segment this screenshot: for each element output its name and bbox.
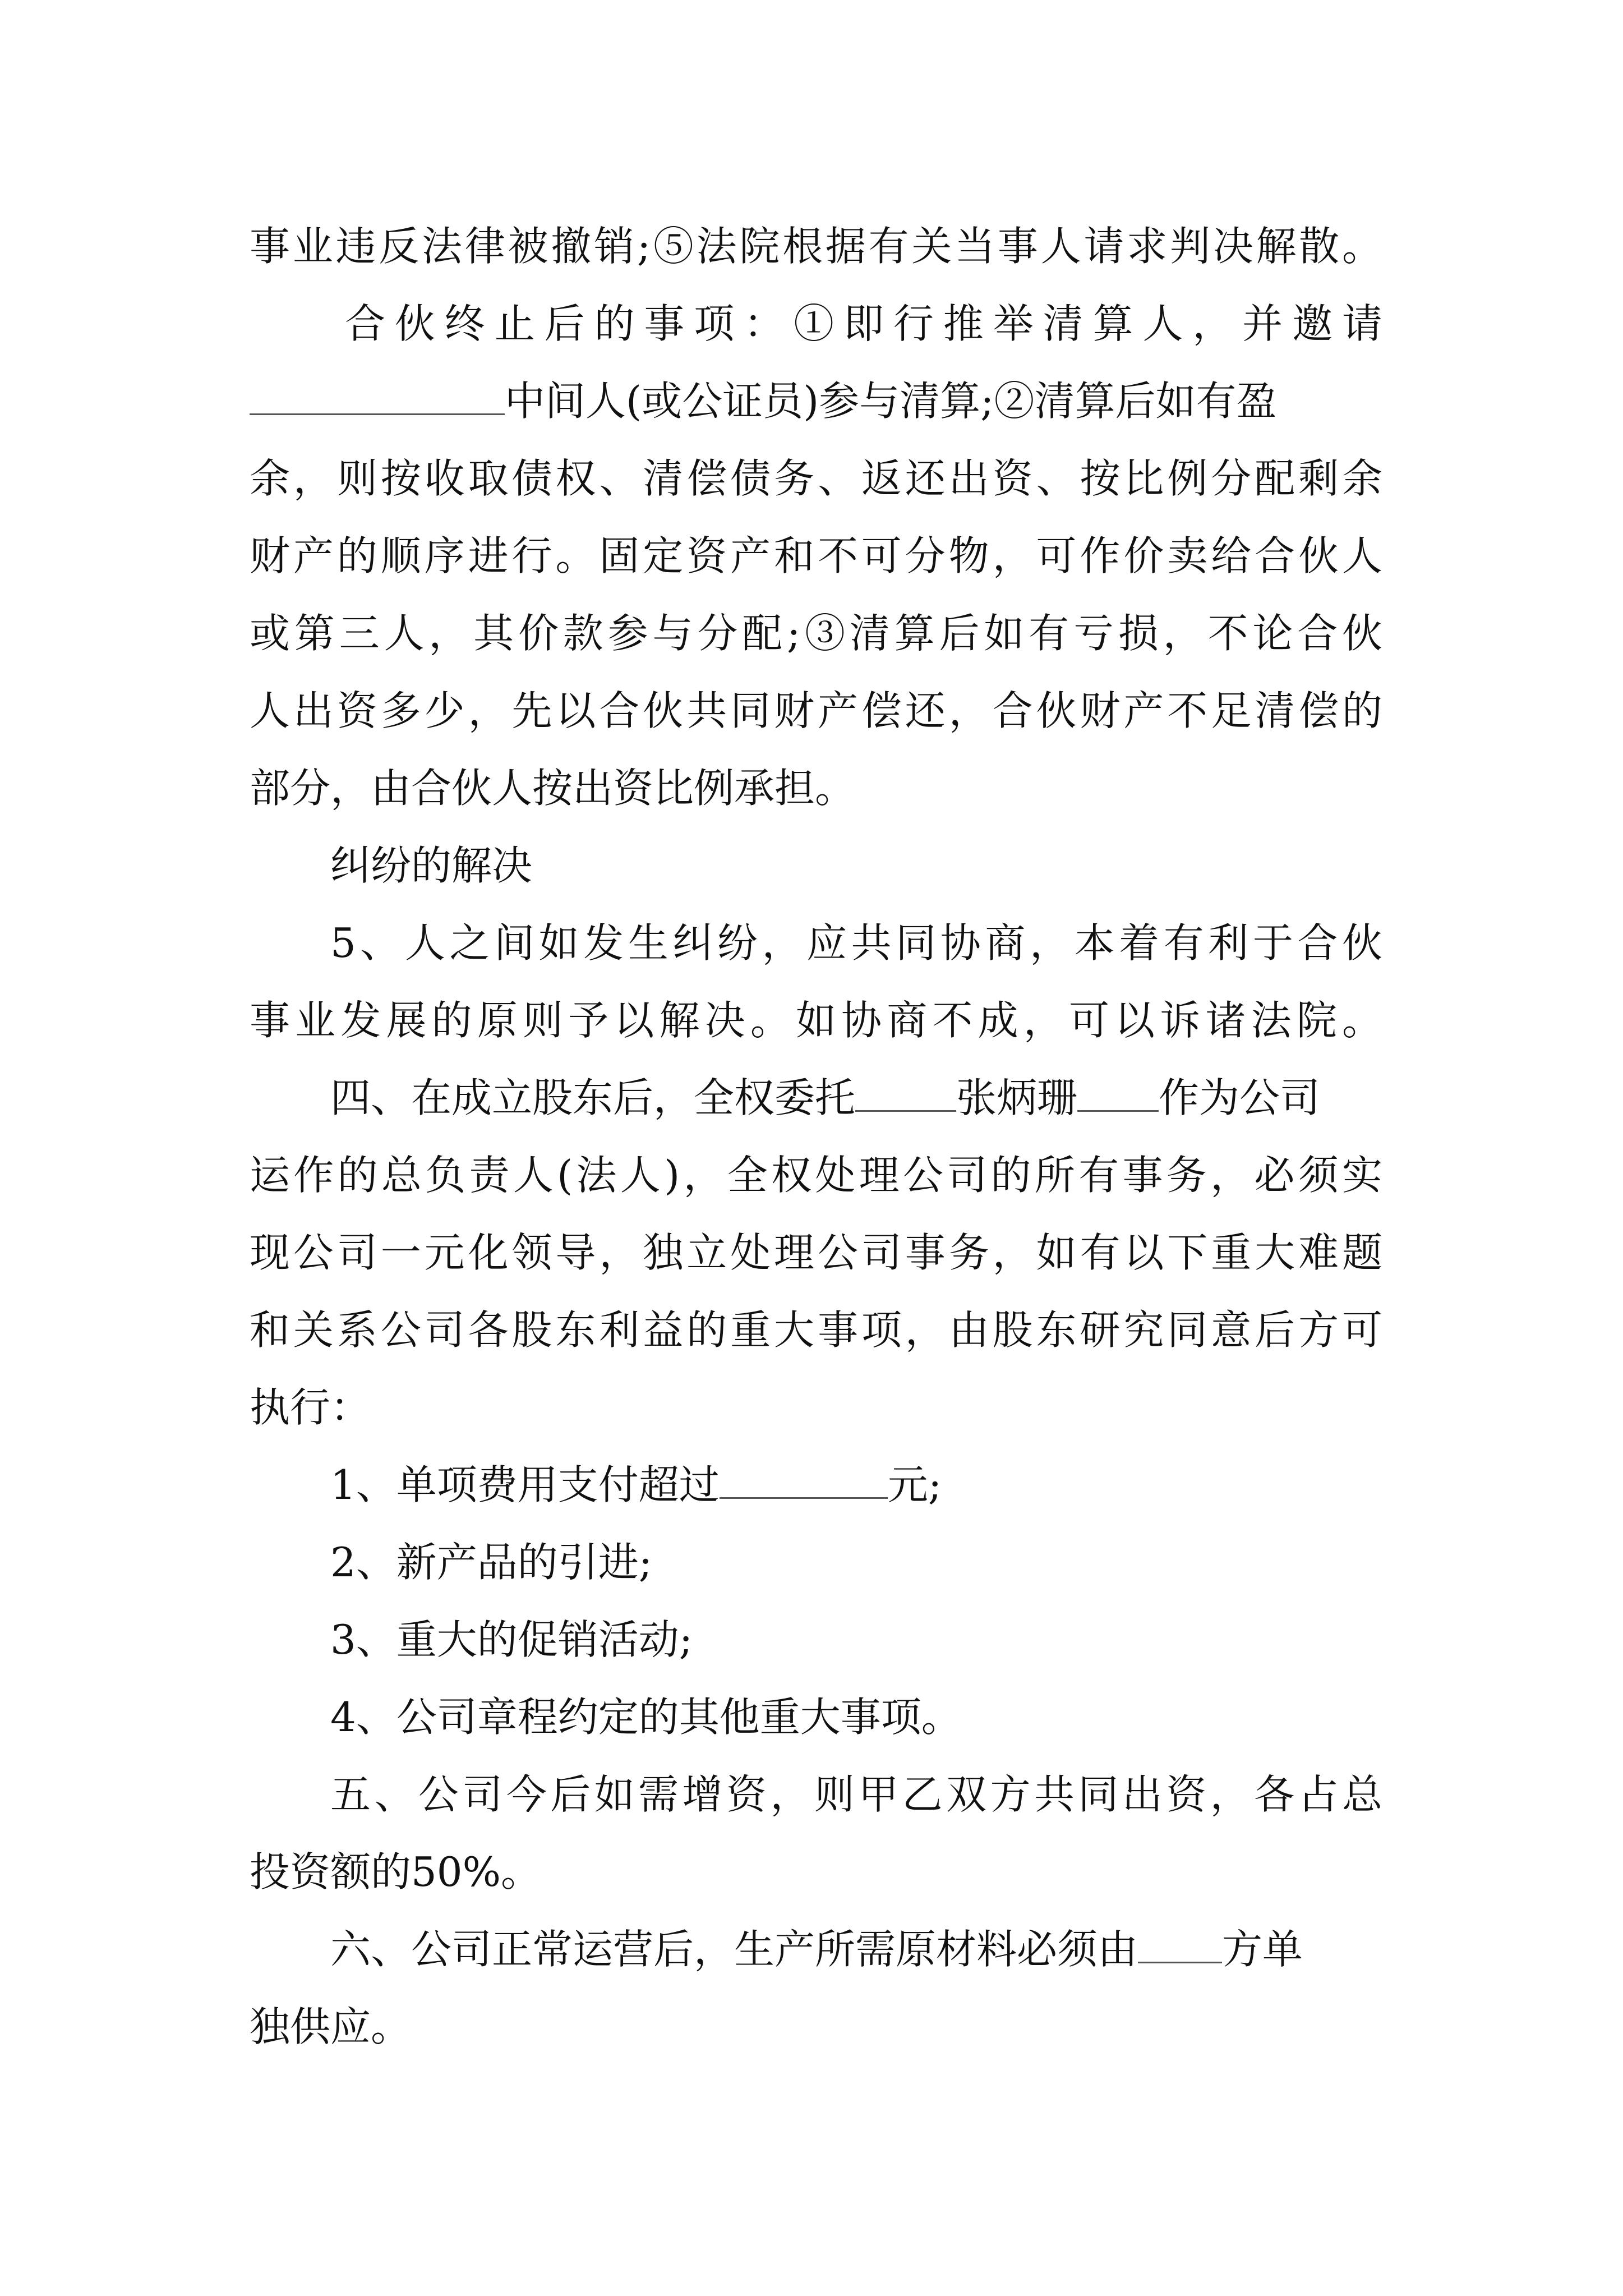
paragraph-line [250,672,1382,749]
paragraph-line [250,285,1382,362]
text: 部分，由合伙人按出资比例承担。 [250,765,856,812]
paragraph-line [250,517,1382,595]
text: 纠纷的解决 [330,842,533,889]
text: 执行： [250,1384,371,1431]
fill-in-blank [1138,1925,1222,1963]
paragraph-line [250,1059,1382,1137]
text: 合伙终止后的事项：①即行推举清算人，并邀请 [345,300,1382,347]
text: 投资额的50%。 [250,1848,542,1895]
paragraph-line [250,595,1382,672]
text: 财产的顺序进行。固定资产和不可分物，可作价卖给合伙人 [250,532,1382,579]
text: 人出资多少，先以合伙共同财产偿还，合伙财产不足清偿的 [250,687,1382,734]
text: 五、公司今后如需增资，则甲乙双方共同出资，各占总 [330,1771,1382,1818]
fill-in-blank [855,1074,956,1112]
text: 或第三人，其价款参与分配;③清算后如有亏损，不论合伙 [250,610,1382,657]
section-heading [250,827,1382,904]
paragraph-line [250,1911,1382,1988]
fill-in-blank [250,377,505,415]
list-item [250,1601,1382,1678]
paragraph-line [250,1369,1382,1446]
paragraph-line [250,904,1382,982]
text: 3、重大的促销活动; [330,1616,693,1663]
text: 元; [887,1461,942,1508]
paragraph-line [250,208,1382,285]
text: 运作的总负责人(法人)，全权处理公司的所有事务，必须实 [250,1152,1382,1199]
paragraph-line [250,1214,1382,1291]
paragraph-line [250,749,1382,827]
paragraph-line [250,1833,1382,1911]
paragraph-line [250,1756,1382,1833]
text: 事业发展的原则予以解决。如协商不成，可以诉诸法院。 [250,997,1382,1044]
text: 2、新产品的引进; [330,1539,653,1586]
paragraph-line [250,1137,1382,1214]
text: 4、公司章程约定的其他重大事项。 [330,1694,962,1741]
text: 事业违反法律被撤销;⑤法院根据有关当事人请求判决解散。 [250,223,1382,270]
text: 现公司一元化领导，独立处理公司事务，如有以下重大难题 [250,1229,1382,1276]
paragraph-line [250,362,1382,440]
text: 余，则按收取债权、清偿债务、返还出资、按比例分配剩余 [250,455,1382,502]
filled-name: 张炳珊 [956,1074,1078,1121]
fill-in-blank [720,1461,888,1499]
text: 独供应。 [250,2003,412,2050]
text: 中间人(或公证员)参与清算;②清算后如有盈 [505,378,1277,425]
paragraph-line [250,440,1382,517]
list-item [250,1678,1382,1756]
text: 5、人之间如发生纠纷，应共同协商，本着有利于合伙 [330,919,1382,967]
list-item [250,1446,1382,1524]
paragraph-line [250,1988,1382,2065]
text: 六、公司正常运营后，生产所需原材料必须由 [330,1926,1138,1973]
list-item [250,1524,1382,1601]
fill-in-blank [1077,1074,1159,1112]
text: 作为公司 [1159,1074,1321,1121]
text: 四、在成立股东后，全权委托 [330,1074,856,1121]
document-body [250,208,1382,2065]
text: 和关系公司各股东利益的重大事项，由股东研究同意后方可 [250,1306,1382,1354]
paragraph-line [250,1291,1382,1369]
text: 方单 [1222,1926,1303,1973]
paragraph-line [250,982,1382,1059]
text: 1、单项费用支付超过 [330,1461,720,1508]
